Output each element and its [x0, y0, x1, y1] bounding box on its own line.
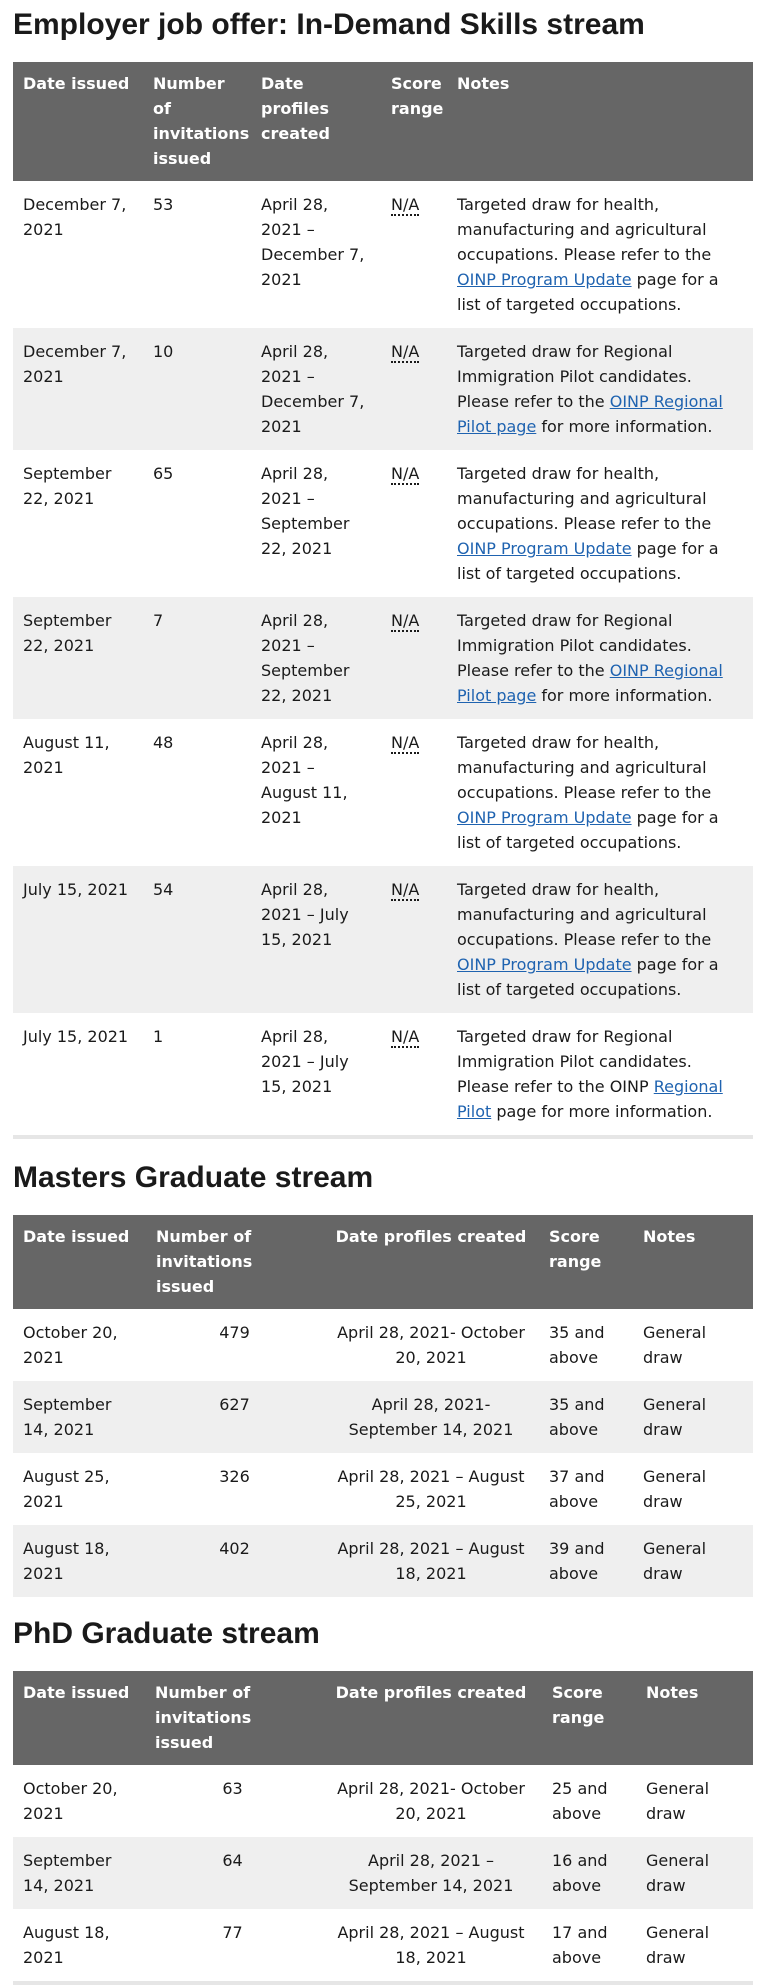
- na-abbreviation: N/A: [391, 464, 420, 483]
- date-issued: August 11, 2021: [23, 733, 110, 777]
- date-issued: August 18, 2021: [23, 1923, 110, 1967]
- score-range: [381, 1013, 447, 1135]
- table-row: [13, 1309, 753, 1381]
- notes: General draw: [633, 1381, 753, 1453]
- col-score-range: Score range: [542, 1671, 636, 1765]
- date-profiles-created: April 28, 2021 – July 15, 2021: [251, 866, 381, 1013]
- score-range: [381, 328, 447, 450]
- date-issued: August 18, 2021: [13, 1525, 146, 1597]
- date-profiles-created: April 28, 2021 – September 22, 2021: [261, 464, 350, 558]
- notes: Targeted draw for health, manufacturing and agricultural occupations. Please refer to the OINP Program Update page for a list of targeted occupations.: [457, 195, 719, 314]
- col-number-of-invitations: Number of invitations issued: [143, 62, 251, 181]
- invitations-count: 63: [222, 1779, 243, 1798]
- col-date-profiles-created: Date profiles created: [320, 1671, 542, 1765]
- notes: Targeted draw for Regional Immigration Pilot candidates. Please refer to the OINP Regional Pilot page for more information.: [447, 328, 753, 450]
- oinp-program-update-link[interactable]: OINP Program Update: [457, 270, 632, 289]
- na-abbreviation: N/A: [391, 611, 420, 630]
- na-abbreviation: N/A: [391, 342, 420, 361]
- table-row: [13, 1837, 753, 1909]
- invitations-count: 64: [145, 1837, 320, 1909]
- date-profiles-created: April 28, 2021- September 14, 2021: [323, 1381, 539, 1453]
- score-range: [381, 866, 447, 1013]
- col-notes: Notes: [447, 62, 753, 181]
- date-issued: December 7, 2021: [23, 195, 127, 239]
- notes: General draw: [643, 1467, 707, 1511]
- notes: Targeted draw for Regional Immigration Pilot candidates. Please refer to the OINP Regional Pilot page for more information.: [457, 1027, 723, 1121]
- table-row: [13, 328, 753, 450]
- date-issued: September 14, 2021: [13, 1381, 146, 1453]
- invitations-count: 1: [153, 1027, 164, 1046]
- score-range: 35 and above: [549, 1323, 605, 1367]
- table-row: [13, 181, 753, 328]
- date-profiles-created: April 28, 2021 – July 15, 2021: [261, 1027, 349, 1096]
- score-range: [381, 597, 447, 719]
- in-demand-skills-table: [13, 62, 753, 1135]
- date-profiles-created: April 28, 2021 – September 22, 2021: [251, 597, 381, 719]
- table-bottom-rule: [13, 1981, 753, 1985]
- oinp-program-update-link[interactable]: OINP Program Update: [457, 955, 632, 974]
- section-title-masters-graduate: Masters Graduate stream: [13, 1161, 374, 1194]
- score-range: 35 and above: [539, 1381, 633, 1453]
- date-issued: July 15, 2021: [13, 866, 143, 1013]
- invitations-count: 402: [146, 1525, 323, 1597]
- col-date-issued: Date issued: [13, 1215, 146, 1309]
- table-row: [13, 1381, 753, 1453]
- table-row: [13, 1525, 753, 1597]
- col-score-range: Score range: [381, 62, 447, 181]
- score-range: [381, 450, 447, 597]
- date-issued: September 14, 2021: [13, 1837, 145, 1909]
- regional-pilot-link[interactable]: Regional Pilot: [457, 1077, 723, 1121]
- notes: General draw: [633, 1525, 753, 1597]
- na-abbreviation: N/A: [391, 733, 420, 752]
- table-header-row: [13, 1671, 753, 1765]
- date-issued: October 20, 2021: [23, 1323, 118, 1367]
- table-row: [13, 719, 753, 866]
- table-row: [13, 1909, 753, 1981]
- section-title-phd-graduate: PhD Graduate stream: [13, 1617, 320, 1650]
- date-profiles-created: April 28, 2021 – August 11, 2021: [261, 733, 348, 827]
- na-abbreviation: N/A: [391, 1027, 420, 1046]
- notes: General draw: [646, 1779, 710, 1823]
- invitations-count: 627: [146, 1381, 323, 1453]
- score-range: 39 and above: [539, 1525, 633, 1597]
- invitations-count: 53: [153, 195, 174, 214]
- table-row: [13, 597, 753, 719]
- table-row: [13, 1013, 753, 1135]
- oinp-program-update-link[interactable]: OINP Program Update: [457, 539, 632, 558]
- date-profiles-created: April 28, 2021 – August 18, 2021: [323, 1525, 539, 1597]
- score-range: 37 and above: [549, 1467, 605, 1511]
- score-range: [381, 181, 447, 328]
- phd-graduate-table: [13, 1671, 753, 1981]
- oinp-regional-pilot-link[interactable]: OINP Regional Pilot page: [457, 661, 723, 705]
- invitations-count: 65: [153, 464, 174, 483]
- oinp-program-update-link[interactable]: OINP Program Update: [457, 808, 632, 827]
- notes: General draw: [636, 1837, 753, 1909]
- notes: Targeted draw for health, manufacturing and agricultural occupations. Please refer to the OINP Program Update page for a list of targeted occupations.: [457, 464, 719, 583]
- masters-graduate-table: [13, 1215, 753, 1597]
- table-row: [13, 1453, 753, 1525]
- date-profiles-created: April 28, 2021 – December 7, 2021: [251, 328, 381, 450]
- date-issued: October 20, 2021: [23, 1779, 118, 1823]
- date-issued: December 7, 2021: [13, 328, 143, 450]
- date-profiles-created: April 28, 2021- October 20, 2021: [337, 1323, 525, 1367]
- date-profiles-created: April 28, 2021 – September 14, 2021: [320, 1837, 542, 1909]
- score-range: 25 and above: [552, 1779, 608, 1823]
- col-notes: Notes: [636, 1671, 753, 1765]
- table-row: [13, 1765, 753, 1837]
- table-header-row: [13, 1215, 753, 1309]
- invitations-count: 479: [219, 1323, 250, 1342]
- table-row: [13, 866, 753, 1013]
- col-number-of-invitations: Number of invitations issued: [146, 1215, 323, 1309]
- col-number-of-invitations: Number of invitations issued: [145, 1671, 320, 1765]
- date-profiles-created: April 28, 2021 – December 7, 2021: [261, 195, 365, 289]
- notes: Targeted draw for health, manufacturing and agricultural occupations. Please refer to the OINP Program Update page for a list of targeted occupations.: [457, 733, 719, 852]
- invitations-count: 10: [143, 328, 251, 450]
- score-range: 16 and above: [542, 1837, 636, 1909]
- na-abbreviation: N/A: [391, 195, 420, 214]
- oinp-regional-pilot-link[interactable]: OINP Regional Pilot page: [457, 392, 723, 436]
- notes: Targeted draw for Regional Immigration Pilot candidates. Please refer to the OINP Regional Pilot page for more information.: [447, 597, 753, 719]
- table-header-row: [13, 62, 753, 181]
- invitations-count: 326: [219, 1467, 250, 1486]
- invitations-count: 7: [143, 597, 251, 719]
- notes: General draw: [643, 1323, 707, 1367]
- date-issued: August 25, 2021: [23, 1467, 110, 1511]
- section-title-in-demand-skills: Employer job offer: In-Demand Skills stream: [13, 8, 645, 41]
- notes: General draw: [646, 1923, 710, 1967]
- col-date-issued: Date issued: [13, 1671, 145, 1765]
- col-score-range: Score range: [539, 1215, 633, 1309]
- col-date-profiles-created: Date profiles created: [323, 1215, 539, 1309]
- invitations-count: 54: [143, 866, 251, 1013]
- date-issued: July 15, 2021: [23, 1027, 129, 1046]
- invitations-count: 77: [222, 1923, 243, 1942]
- score-range: [381, 719, 447, 866]
- date-profiles-created: April 28, 2021 – August 25, 2021: [337, 1467, 525, 1511]
- invitations-count: 48: [153, 733, 174, 752]
- col-date-issued: Date issued: [13, 62, 143, 181]
- date-profiles-created: April 28, 2021- October 20, 2021: [337, 1779, 525, 1823]
- col-notes: Notes: [633, 1215, 753, 1309]
- table-row: [13, 450, 753, 597]
- date-issued: September 22, 2021: [23, 464, 112, 508]
- date-issued: September 22, 2021: [13, 597, 143, 719]
- score-range: 17 and above: [552, 1923, 608, 1967]
- date-profiles-created: April 28, 2021 – August 18, 2021: [337, 1923, 525, 1967]
- notes: Targeted draw for health, manufacturing and agricultural occupations. Please refer to the OINP Program Update page for a list of targeted occupations.: [447, 866, 753, 1013]
- col-date-profiles-created: Date profiles created: [251, 62, 381, 181]
- na-abbreviation: N/A: [391, 880, 420, 899]
